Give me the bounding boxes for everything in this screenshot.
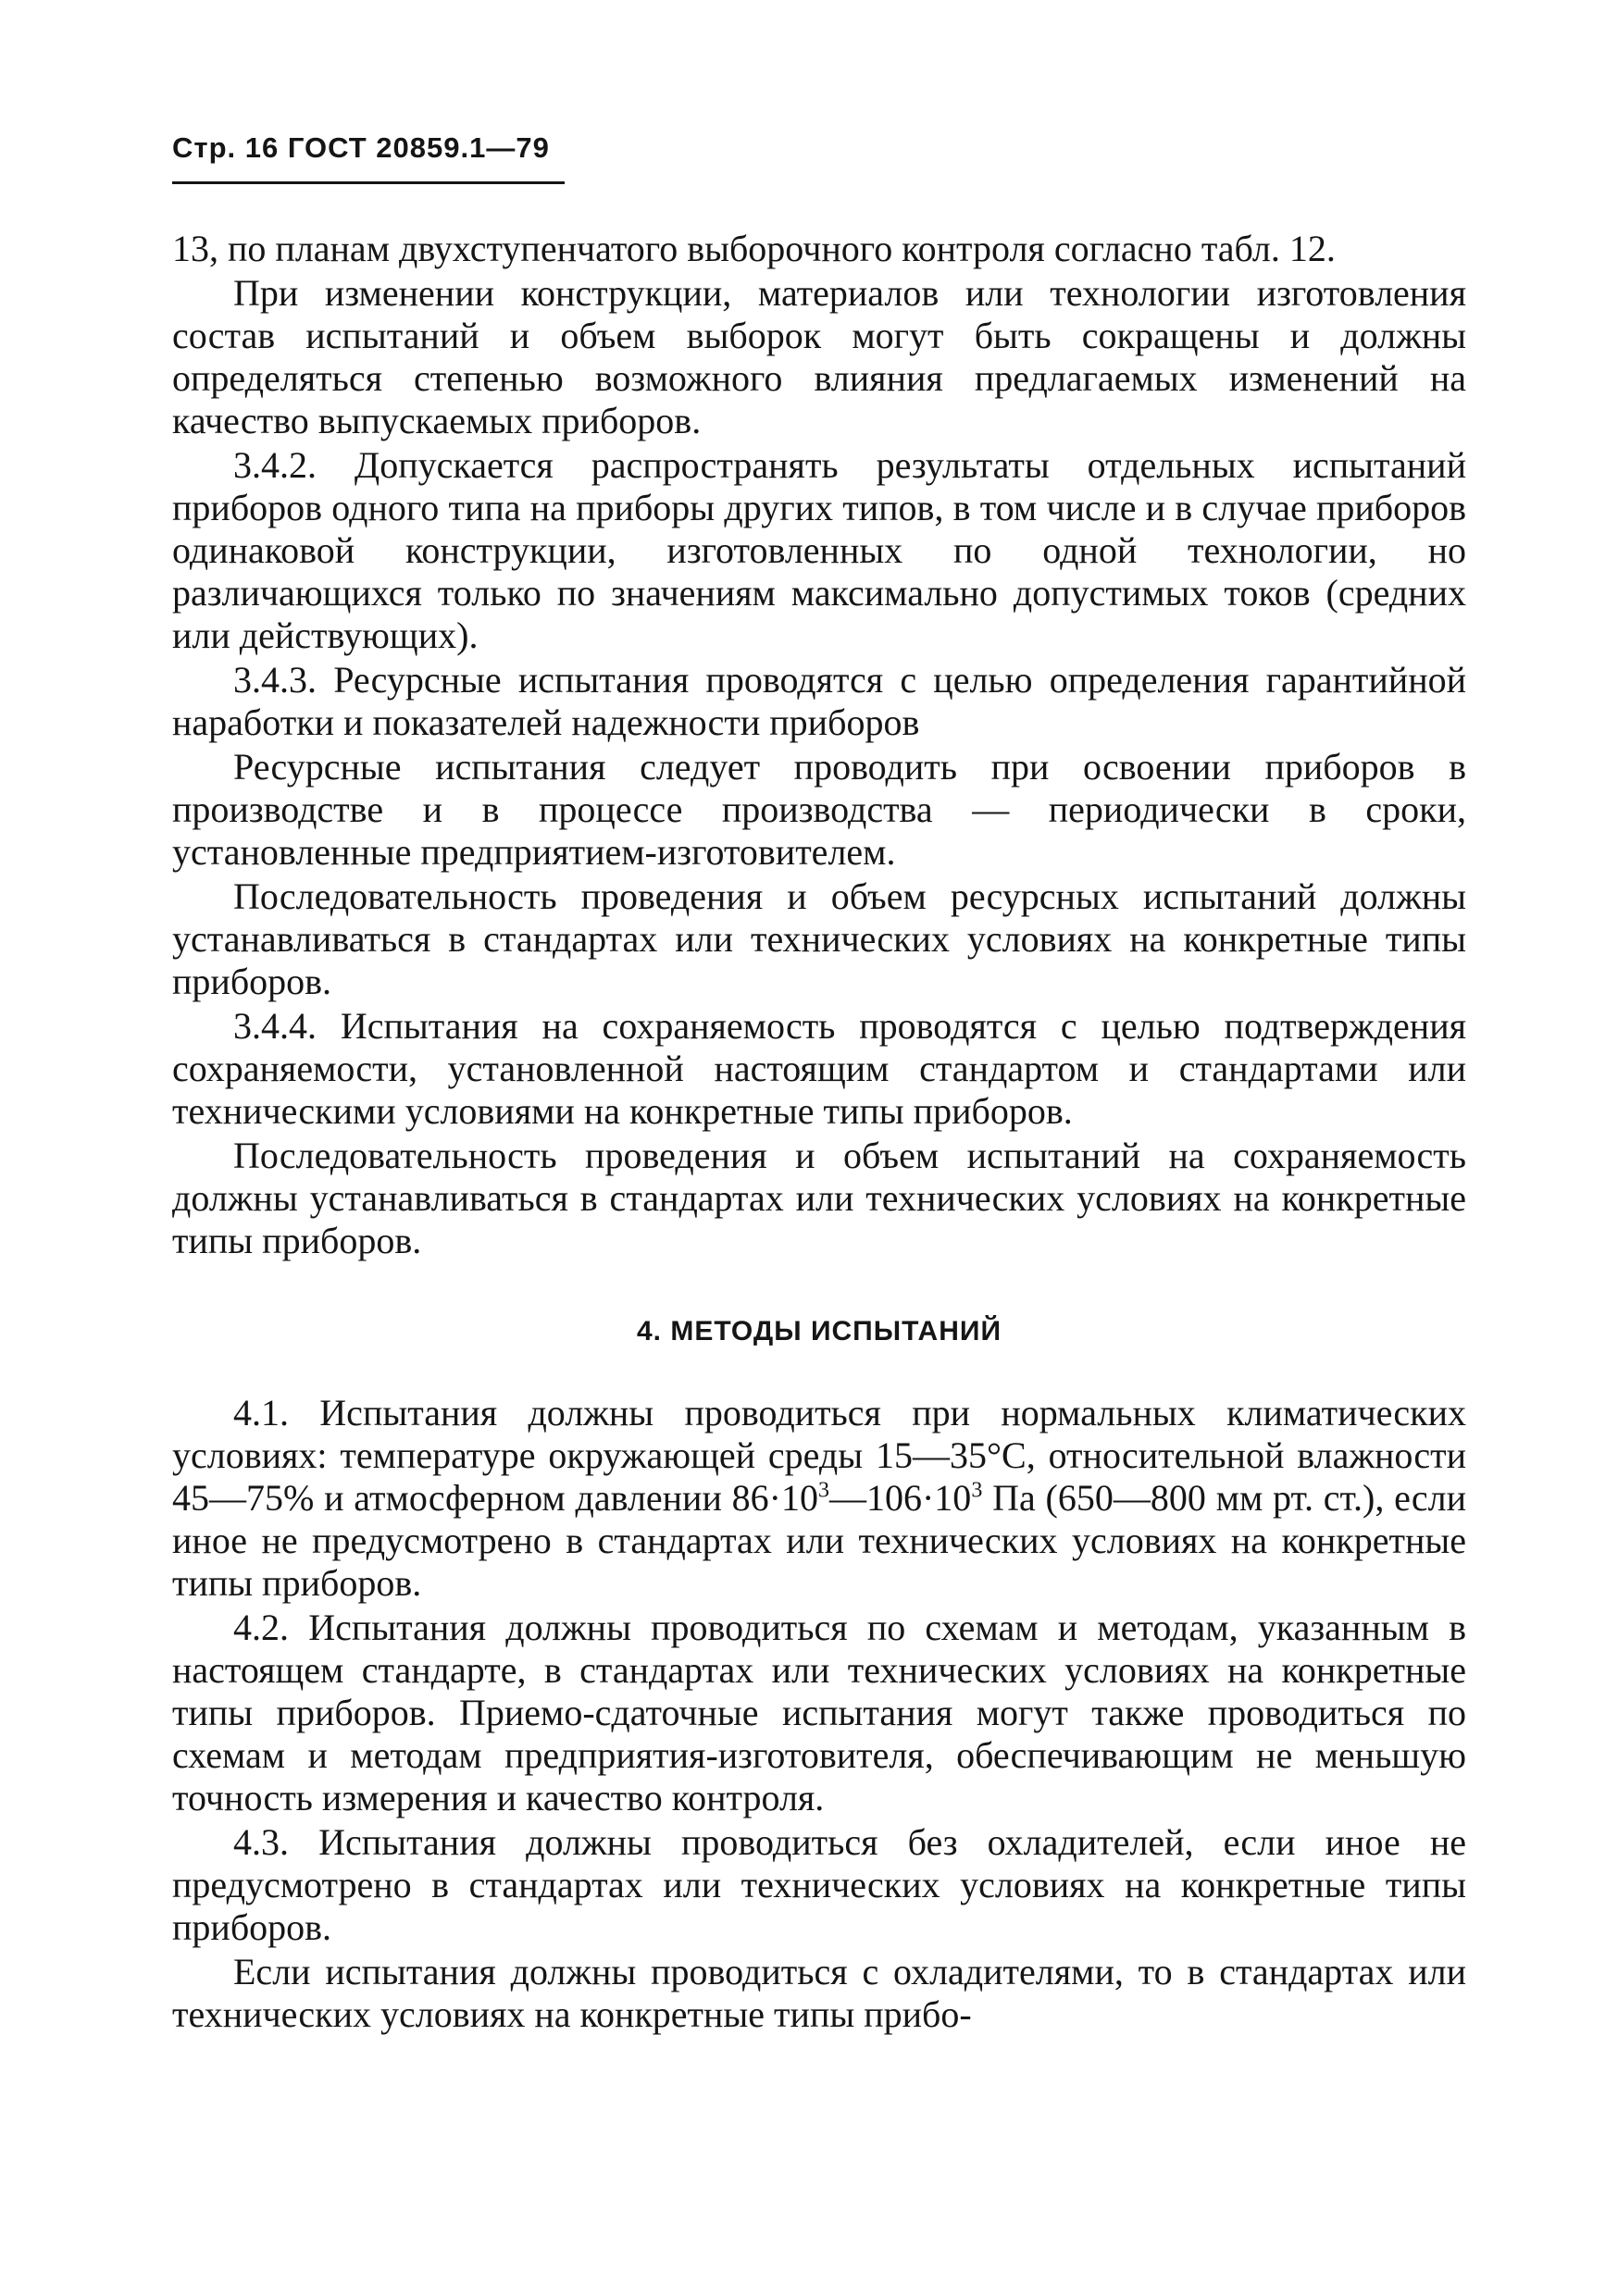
paragraph-storage-sequence: Последовательность проведения и объем испытаний на сохраняемость должны устанавливаться в стандартах или технических условиях на конкретные типы приборов. bbox=[172, 1135, 1466, 1261]
paragraph-3-4-2: 3.4.2. Допускается распространять результаты отдельных испытаний приборов одного типа на приборы других типов, в том числе и в случае приборов одинаковой конструкции, изготовленных по одной технологии, но различающихся только по значениям максимально допустимых токов (средних или действующих). bbox=[172, 444, 1466, 656]
running-head: Стр. 16 ГОСТ 20859.1—79 bbox=[172, 131, 550, 164]
header-rule bbox=[172, 181, 565, 184]
superscript-exponent-2: 3 bbox=[971, 1478, 983, 1503]
paragraph-3-4-4: 3.4.4. Испытания на сохраняемость проводятся с целью подтверждения сохраняемости, установленной настоящим стандартом и стандартами или техническими условиями на конкретные типы приборов. bbox=[172, 1005, 1466, 1132]
paragraph-4-2: 4.2. Испытания должны проводиться по схемам и методам, указанным в настоящем стандарте, в стандартах или технических условиях на конкретные типы приборов. Приемо-сдаточные испытания могут также проводиться по схемам и методам предприятия-изготовителя, обеспечивающим не меньшую точность измерения и качество контроля. bbox=[172, 1607, 1466, 1818]
p41-part-3: Па (650—800 мм рт. ст.), если иное не предусмотрено в стандартах или технических условиях на конкретные типы приборов. bbox=[172, 1477, 1466, 1604]
paragraph-design-changes: При изменении конструкции, материалов или технологии изготовления состав испытаний и объем выборок могут быть сокращены и должны определяться степенью возможного влияния предлагаемых изменений на качество выпускаемых приборов. bbox=[172, 272, 1466, 441]
paragraph-4-3: 4.3. Испытания должны проводиться без охладителей, если иное не предусмотрено в стандартах или технических условиях на конкретные типы приборов. bbox=[172, 1821, 1466, 1948]
section-heading: 4. МЕТОДЫ ИСПЫТАНИЙ bbox=[637, 1316, 1002, 1347]
body-text bbox=[172, 228, 1466, 2038]
p41-part-2: —106·10 bbox=[828, 1477, 972, 1519]
paragraph-resource-sequence: Последовательность проведения и объем ресурсных испытаний должны устанавливаться в стандартах или технических условиях на конкретные типы приборов. bbox=[172, 875, 1466, 1002]
superscript-exponent-1: 3 bbox=[817, 1478, 829, 1503]
paragraph-resource-tests: Ресурсные испытания следует проводить при освоении приборов в производстве и в процессе производства — периодически в сроки, установленные предприятием-изготовителем. bbox=[172, 746, 1466, 873]
p41-part-1: 4.1. Испытания должны проводиться при нормальных климатических условиях: температуре окружающей среды 15—35°С, относительной влажности 45—75% и атмосферном давлении 86·10 bbox=[172, 1392, 1466, 1519]
paragraph-4-1 bbox=[172, 1392, 1466, 1605]
paragraph-coolers: Если испытания должны проводиться с охладителями, то в стандартах или технических условиях на конкретные типы прибо- bbox=[172, 1951, 1466, 2035]
paragraph-continuation: 13, по планам двухступенчатого выборочного контроля согласно табл. 12. bbox=[172, 228, 1336, 269]
paragraph-3-4-3: 3.4.3. Ресурсные испытания проводятся с целью определения гарантийной наработки и показателей надежности приборов bbox=[172, 659, 1466, 743]
